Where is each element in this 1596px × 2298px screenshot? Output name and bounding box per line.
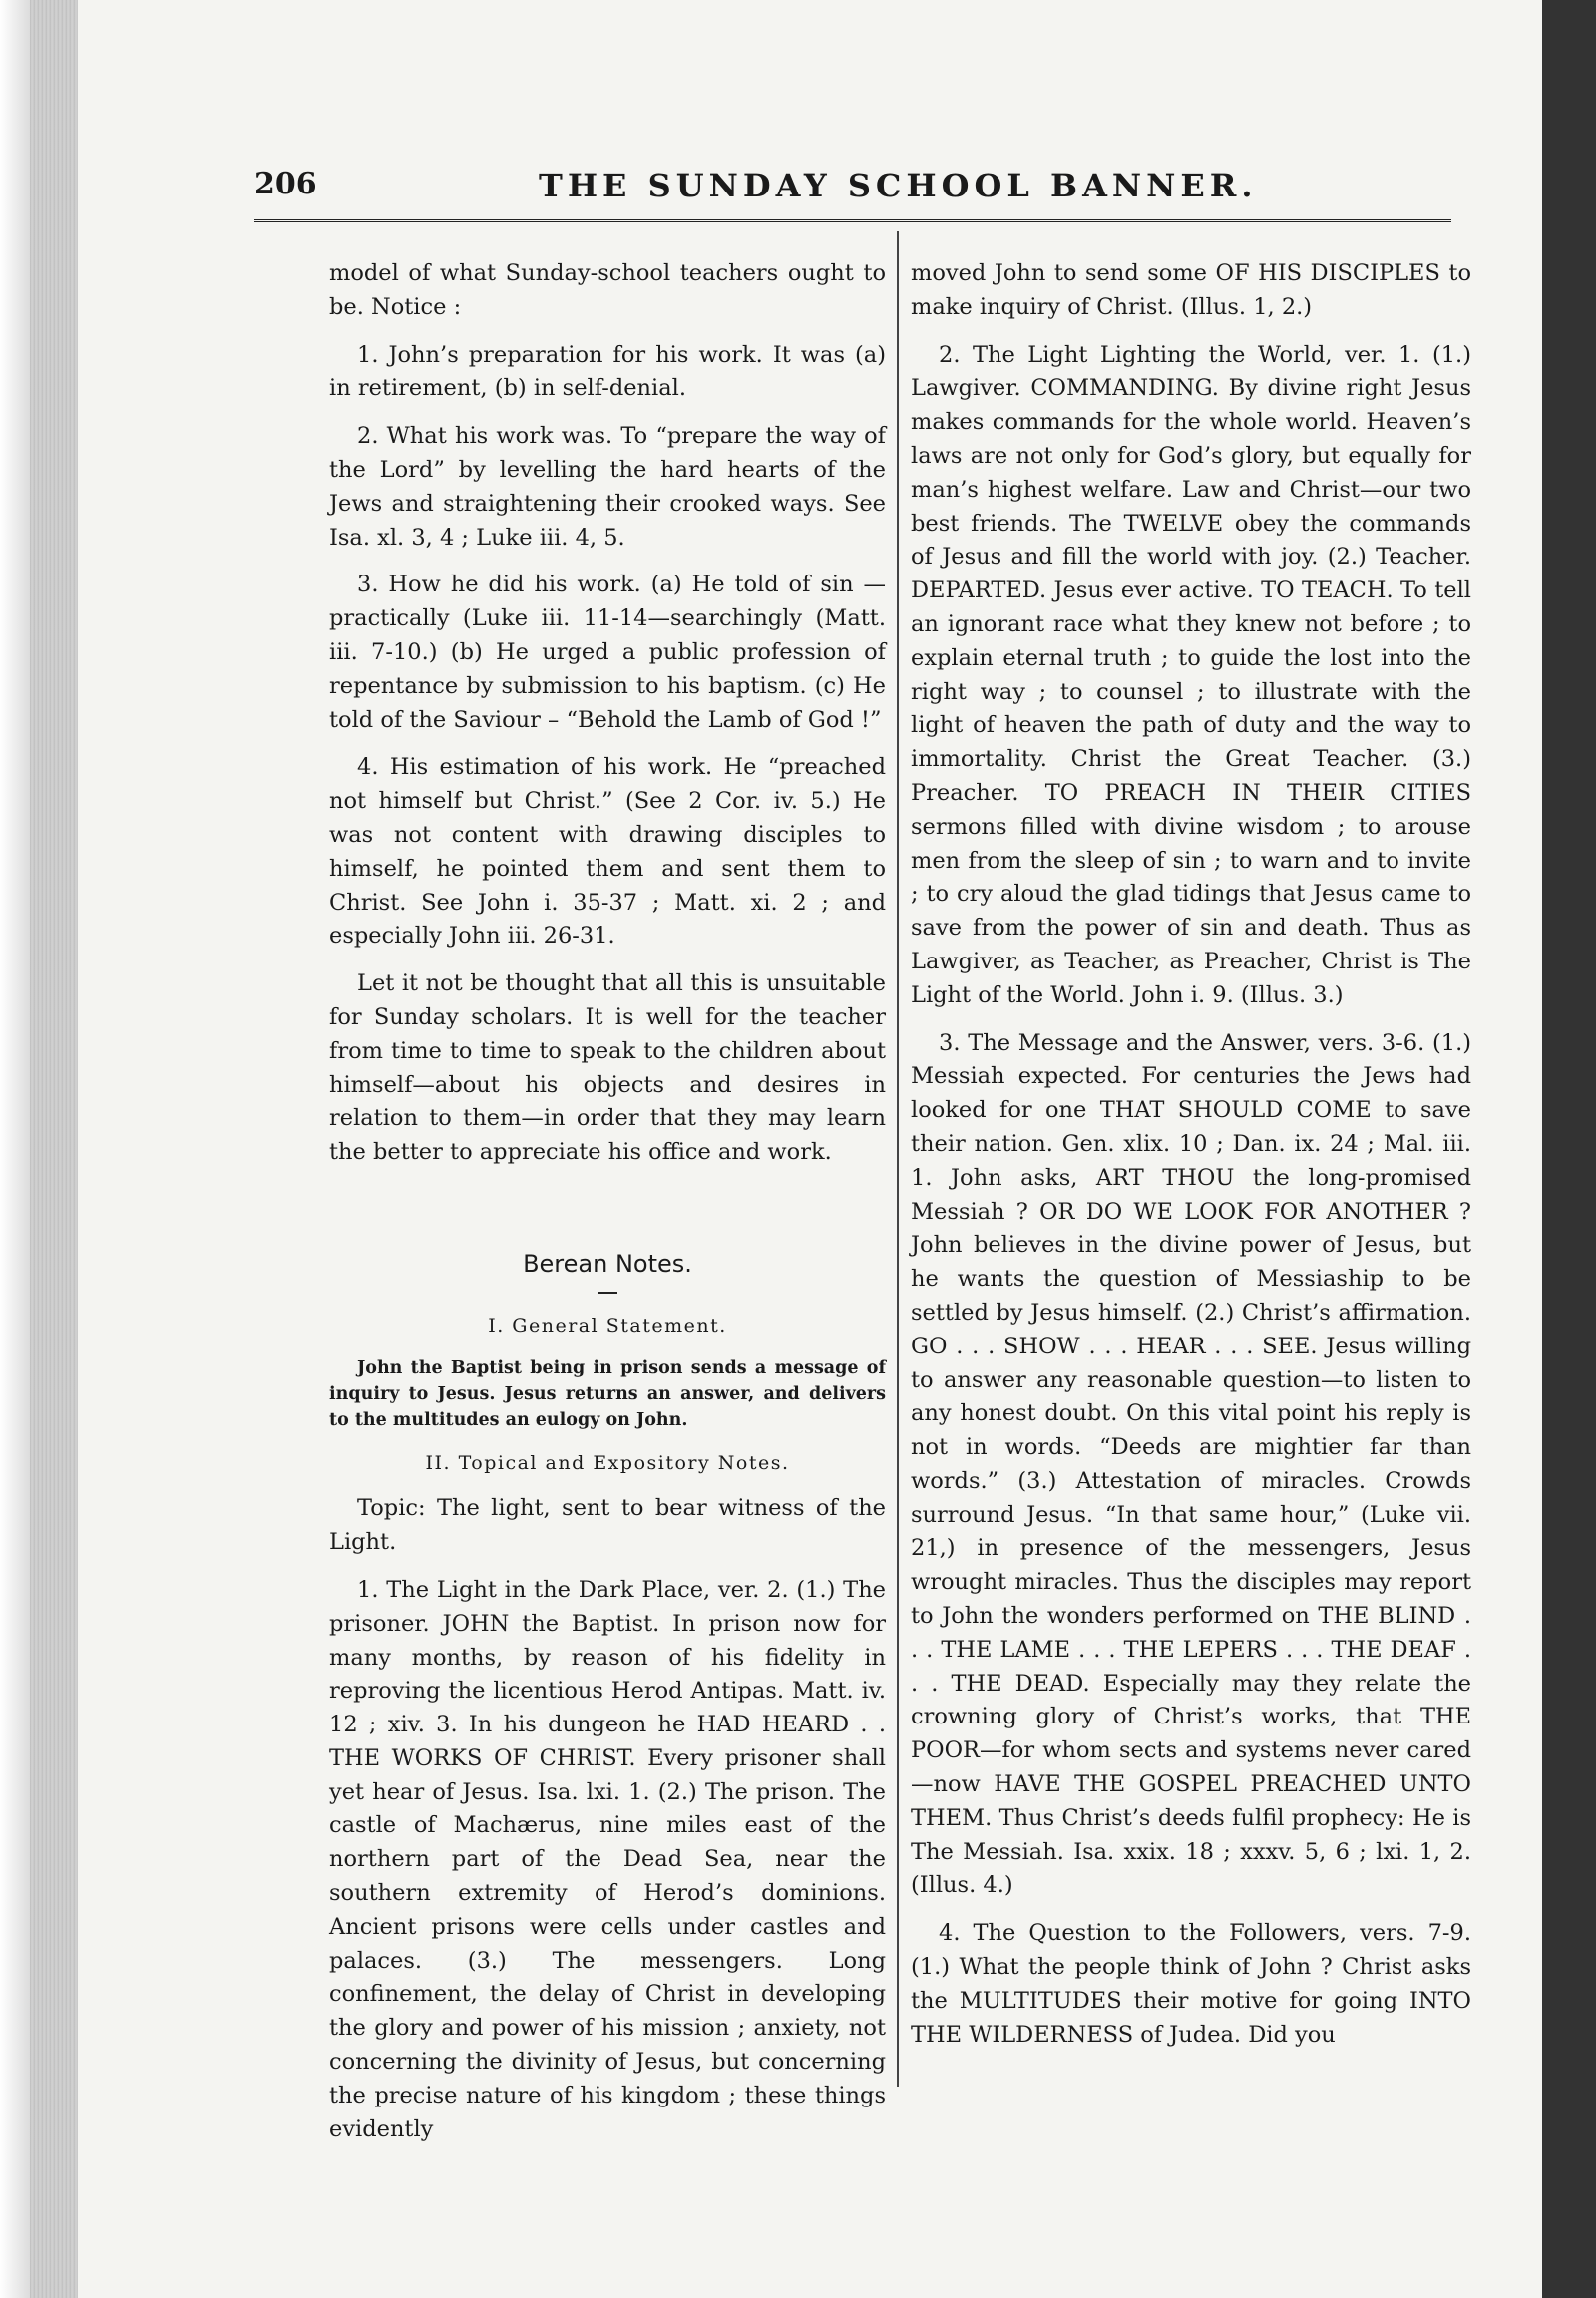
section-title: Berean Notes.: [523, 1249, 692, 1278]
paragraph: model of what Sunday-school teachers ought to be. Notice :: [329, 260, 886, 320]
paragraph: 4. His estimation of his work. He “preached not himself but Christ.” (See 2 Cor. iv. 5.) He was not content with drawing disciples to himself, he pointed them and sent them to Christ. See John i. 35-37 ; Matt. xi. 2 ; and especially John iii. 26-31.: [329, 754, 886, 950]
paragraph: 2. What his work was. To “prepare the way of the Lord” by levelling the hard hearts of the Jews and straightening their crooked ways. See Isa. xl. 3, 4 ; Luke iii. 4, 5.: [329, 423, 886, 551]
section-rule: [598, 1292, 617, 1294]
right-column: [911, 257, 1471, 2083]
paragraph: 1. The Light in the Dark Place, ver. 2. (1.) The prisoner. JOHN the Baptist. In prison now for many months, by reason of his fidelity in reproving the licentious Herod Antipas. Matt. iv. 12 ; xiv. 3. In his dungeon he HAD HEARD . . THE WORKS OF CHRIST. Every prisoner shall yet hear of Jesus. Isa. lxi. 1. (2.) The prison. The castle of Machærus, nine miles east of the northern part of the Dead Sea, near the southern extremity of Herod’s dominions. Ancient prisons were cells under castles and palaces. (3.) The messengers. Long confinement, the delay of Christ in developing the glory and power of his mission ; anxiety, not concerning the divinity of Jesus, but concerning the precise nature of his kingdom ; these things evidently: [329, 1576, 886, 2142]
header-rule: [254, 219, 1451, 222]
page-number: 206: [254, 167, 317, 201]
page-stack-edge: [30, 0, 79, 2298]
paragraph: 2. The Light Lighting the World, ver. 1. (1.) Lawgiver. COMMANDING. By divine right Jesus makes commands for the whole world. Heaven’s laws are not only for God’s glory, but equally for man’s highest welfare. Law and Christ—our two best friends. The TWELVE obey the commands of Jesus and fill the world with joy. (2.) Teacher. DEPARTED. Jesus ever active. TO TEACH. To tell an ignorant race what they knew not before ; to explain eternal truth ; to guide the lost into the right way ; to counsel ; to illustrate with the light of heaven the path of duty and the way to immortality. Christ the Great Teacher. (3.) Preacher. TO PREACH IN THEIR CITIES sermons filled with divine wisdom ; to arouse men from the sleep of sin ; to warn and to invite ; to cry aloud the glad tidings that Jesus came to save from the power of sin and death. Thus as Lawgiver, as Teacher, as Preacher, Christ is The Light of the World. John i. 9. (Illus. 3.): [911, 341, 1471, 1008]
paragraph: 3. The Message and the Answer, vers. 3-6. (1.) Messiah expected. For centuries the Jews had looked for one THAT SHOULD COME to save their nation. Gen. xlix. 10 ; Dan. ix. 24 ; Mal. iii. 1. John asks, ART THOU the long-promised Messiah ? OR DO WE LOOK FOR ANOTHER ? John believes in the divine power of Jesus, but he wants the question of Messiaship to be settled by Jesus himself. (2.) Christ’s affirmation. GO . . . SHOW . . . HEAR . . . SEE. Jesus willing to answer any reasonable question—to listen to any honest doubt. On this vital point his reply is not in words. “Deeds are mightier far than words.” (3.) Attestation of miracles. Crowds surround Jesus. “In that same hour,” (Luke vii. 21,) in presence of the messengers, Jesus wrought miracles. Thus the disciples may report to John the wonders performed on THE BLIND . . . THE LAME . . . THE LEPERS . . . THE DEAF . . . THE DEAD. Especially may they relate the crowning glory of Christ’s works, that THE POOR—for whom sects and systems never cared —now HAVE THE GOSPEL PREACHED UNTO THEM. Thus Christ’s deeds fulfil prophecy: He is The Messiah. Isa. xxix. 18 ; xxxv. 5, 6 ; lxi. 1, 2. (Illus. 4.): [911, 1029, 1471, 1899]
paragraph: Let it not be thought that all this is unsuitable for Sunday scholars. It is well for the teacher from time to time to speak to the children about himself—about his objects and desires in relation to them—in order that they may learn the better to appreciate his office and work.: [329, 970, 886, 1166]
running-header: [254, 155, 1451, 214]
topic-line: Topic: The light, sent to bear witness of the Light.: [329, 1495, 886, 1556]
general-statement-heading: I. General Statement.: [488, 1314, 727, 1337]
paragraph: moved John to send some OF HIS DISCIPLES to make inquiry of Christ. (Illus. 1, 2.): [911, 260, 1471, 320]
page-title: THE SUNDAY SCHOOL BANNER.: [539, 167, 1258, 204]
scan-border: [1542, 0, 1596, 2298]
book-binding: [0, 0, 30, 2298]
paragraph: 3. How he did his work. (a) He told of sin —practically (Luke iii. 11-14—searchingly (Matt. iii. 7-10.) (b) He urged a public profession of repentance by submission to his baptism. (c) He told of the Saviour – “Behold the Lamb of God !”: [329, 572, 886, 733]
paragraph: 1. John’s preparation for his work. It was (a) in retirement, (b) in self-denial.: [329, 341, 886, 402]
left-column: [329, 257, 886, 2142]
paragraph: 4. The Question to the Followers, vers. 7-9. (1.) What the people think of John ? Christ asks the MULTITUDES their motive for going INTO THE WILDERNESS of Judea. Did you: [911, 1920, 1471, 2048]
general-statement-text: John the Baptist being in prison sends a message of inquiry to Jesus. Jesus returns an answer, and delivers to the multitudes an eulogy on John.: [329, 1357, 886, 1430]
topical-notes-heading: II. Topical and Expository Notes.: [425, 1451, 790, 1474]
column-divider: [897, 231, 899, 2087]
